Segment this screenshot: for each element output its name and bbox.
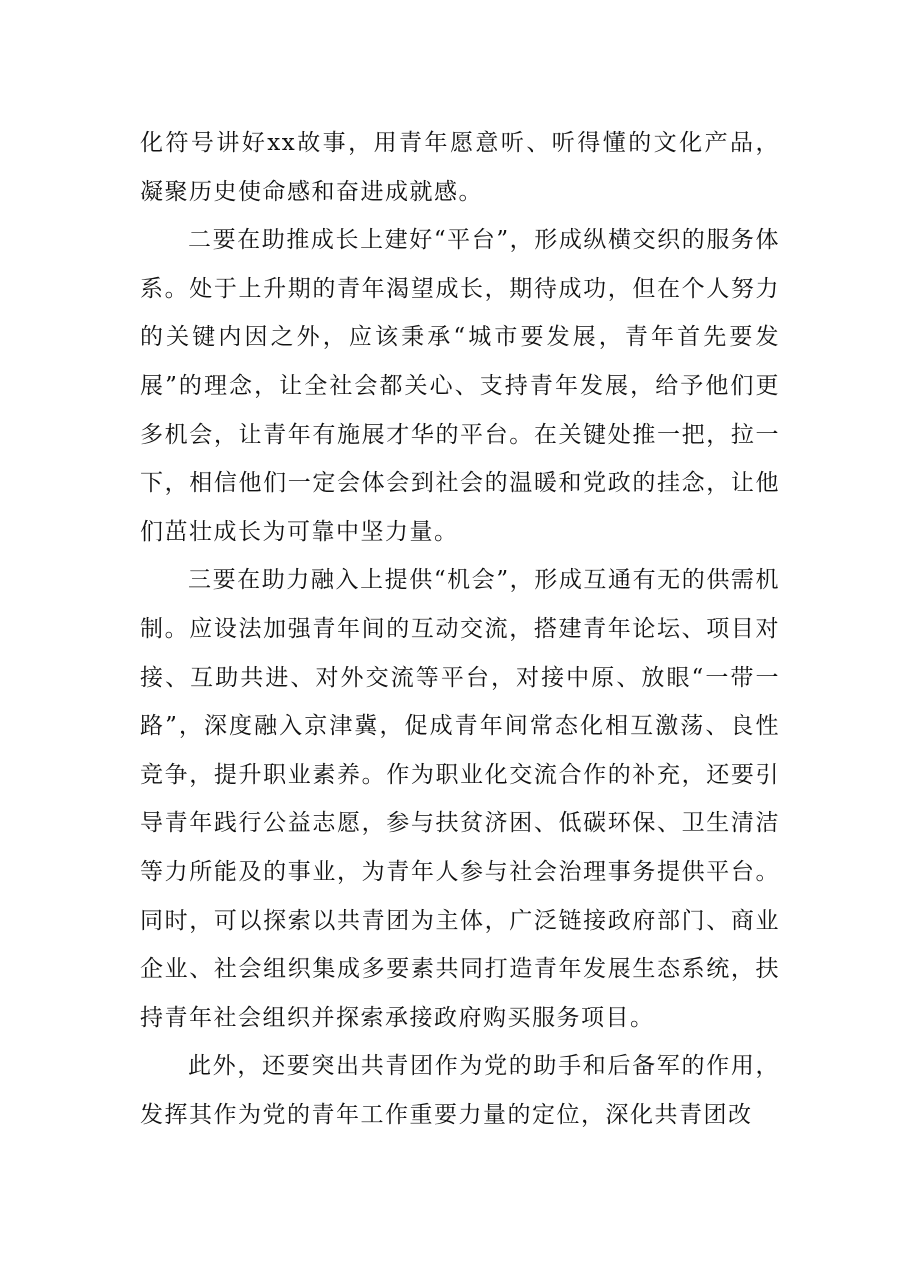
paragraph-4: 此外，还要突出共青团作为党的助手和后备军的作用，发挥其作为党的青年工作重要力量的定位，深化共青团改 [140, 1053, 780, 1128]
document-body [140, 119, 780, 1139]
paragraph-2: 二要在助推成长上建好“平台”，形成纵横交织的服务体系。处于上升期的青年渴望成长，期待成功，但在个人努力的关键内因之外，应该秉承“城市要发展，青年首先要发展”的理念，让全社会都关心、支持青年发展，给予他们更多机会，让青年有施展才华的平台。在关键处推一把，拉一下，相信他们一定会体会到社会的温暖和党政的挂念，让他们茁壮成长为可靠中坚力量。 [140, 227, 780, 545]
paragraph-3: 三要在助力融入上提供“机会”，形成互通有无的供需机制。应设法加强青年间的互动交流，搭建青年论坛、项目对接、互助共进、对外交流等平台，对接中原、放眼“一带一路”，深度融入京津冀，促成青年间常态化相互激荡、良性竞争，提升职业素养。作为职业化交流合作的补充，还要引导青年践行公益志愿，参与扶贫济困、低碳环保、卫生清洁等力所能及的事业，为青年人参与社会治理事务提供平台。同时，可以探索以共青团为主体，广泛链接政府部门、商业企业、社会组织集成多要素共同打造青年发展生态系统，扶持青年社会组织并探索承接政府购买服务项目。 [140, 567, 780, 1031]
paragraph-1: 化符号讲好xx故事，用青年愿意听、听得懂的文化产品，凝聚历史使命感和奋进成就感。 [140, 130, 780, 205]
